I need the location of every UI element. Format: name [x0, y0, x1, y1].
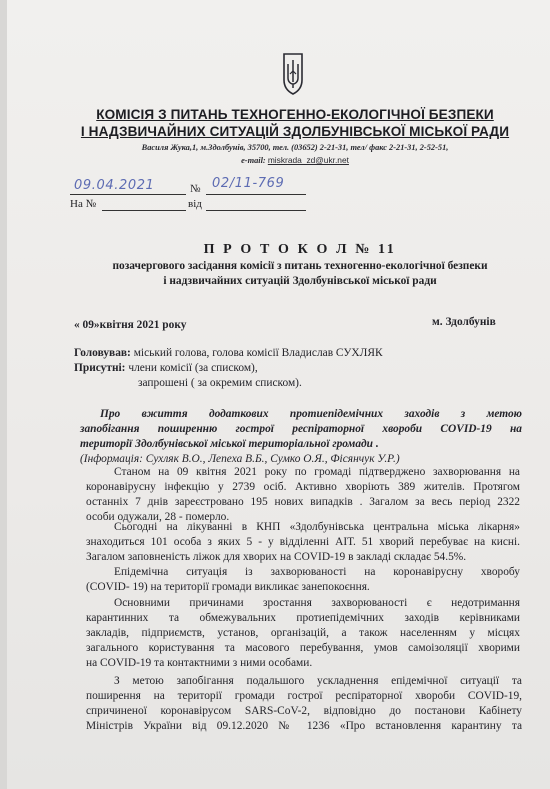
handwritten-date: 09.04.2021 — [74, 178, 155, 193]
p4-line-5: на COVID-19 та контактними з ними особами. — [86, 657, 313, 669]
chair-label: Головував: — [74, 347, 131, 359]
agenda-info: (Інформація: Сухляк В.О., Лепеха В.Б., Сумко О.Я., Фісянчук У.Р.) — [80, 453, 400, 465]
ref-underline — [102, 210, 186, 211]
from-underline — [206, 210, 306, 211]
agenda-line-3: території Здолбунівської міської територіальної громади . — [80, 438, 379, 450]
protocol-date: « 09»квітня 2021 року — [74, 319, 187, 331]
p1-line-4: особи одужали, 28 - померло. — [86, 511, 230, 523]
header-address: Василя Жука,1, м.Здолбунів, 35700, тел. (03652) 2-21-31, тел/ факс 2-21-31, 2-52-51, — [141, 143, 449, 152]
invited-text: запрошені ( за окремим списком). — [138, 377, 302, 389]
present-label: Присутні: — [74, 362, 126, 374]
present-row — [74, 362, 258, 374]
protocol-place: м. Здолбунів — [432, 316, 496, 328]
p3-line-2: (COVID- 19) на території громади викликає занепокоєння. — [86, 581, 370, 593]
agenda-line-1: Про вжиття додаткових протиепідемічних заходів з метою — [100, 408, 522, 420]
p1-line-2: коронавірусну інфекцію у 2739 осіб. Активно хворіють 389 жителів. Протягом — [86, 481, 520, 493]
number-label: № — [190, 183, 201, 195]
p2-line-3: Загалом заповненість ліжок для хворих на COVID-19 в закладі складає 54.5%. — [86, 551, 467, 563]
p2-line-1: Сьогодні на лікуванні в КНП «Здолбунівська центральна міська лікарня» — [114, 521, 520, 533]
p5-line-3: спричиненої коронавірусом SARS-CoV-2, відповідно до постанови Кабінету — [86, 705, 522, 717]
p4-line-4: загального користування та масового перебування, умов самоізоляції хворими — [86, 642, 520, 654]
p3-line-1: Епідемічна ситуація із захворюваності на коронавірусну хворобу — [114, 566, 520, 578]
protocol-subtitle-1: позачергового засідання комісії з питань техногенно-екологічної безпеки — [112, 260, 488, 272]
email-label: e-mail: — [241, 156, 266, 165]
chair-row — [74, 347, 383, 359]
header-line-2: І НАДЗВИЧАЙНИХ СИТУАЦІЙ ЗДОЛБУНІВСЬКОЇ МІСЬКОЇ РАДИ — [80, 124, 510, 139]
header-email-row — [60, 155, 530, 165]
email-link[interactable]: miskrada_zd@ukr.net — [267, 155, 349, 165]
protocol-title: П Р О Т О К О Л № 11 — [203, 242, 397, 257]
header-line-1: КОМІСІЯ З ПИТАНЬ ТЕХНОГЕННО-ЕКОЛОГІЧНОЇ БЕЗПЕКИ — [96, 107, 494, 122]
from-label: від — [188, 198, 202, 210]
p4-line-3: закладів, підприємств, установ, організацій, а також населенням у місцях — [86, 627, 520, 639]
ref-label: На № — [70, 198, 97, 210]
p4-line-2: карантинних та обмежувальних протиепідемічних заходів керівниками — [86, 612, 520, 624]
p5-line-2: поширення на території громади гострої респіраторної хвороби COVID-19, — [86, 690, 522, 702]
p5-line-4: Міністрів України від 09.12.2020 № 1236 «Про встановлення карантину та — [86, 720, 522, 732]
p2-line-2: знаходиться 101 особа з яких 5 - у відділенні АІТ. 51 хворий перебуває на кисні. — [86, 536, 520, 548]
coat-of-arms-icon — [280, 52, 306, 96]
number-underline — [206, 194, 306, 195]
p5-line-1: З метою запобігання подальшого ускладнення епідемічної ситуації та — [114, 675, 522, 687]
agenda-line-2: запобігання поширенню гострої респіраторної хвороби COVID-19 на — [80, 423, 522, 435]
protocol-subtitle-2: і надзвичайних ситуацій Здолбунівської міської ради — [163, 275, 437, 287]
p1-line-3: останніх 7 днів зареєстровано 195 нових випадків . Загалом за весь період 2322 — [86, 496, 520, 508]
p4-line-1: Основними причинами зростання захворюваності є недотримання — [114, 597, 520, 609]
chair-text: міський голова, голова комісії Владислав СУХЛЯК — [133, 347, 383, 359]
present-text: члени комісії (за списком), — [128, 362, 258, 374]
page-edge-shadow — [0, 0, 7, 789]
date-underline — [70, 194, 186, 195]
p1-line-1: Станом на 09 квітня 2021 року по громаді підтверджено захворювання на — [114, 466, 520, 478]
handwritten-number: 02/11-769 — [212, 176, 285, 191]
